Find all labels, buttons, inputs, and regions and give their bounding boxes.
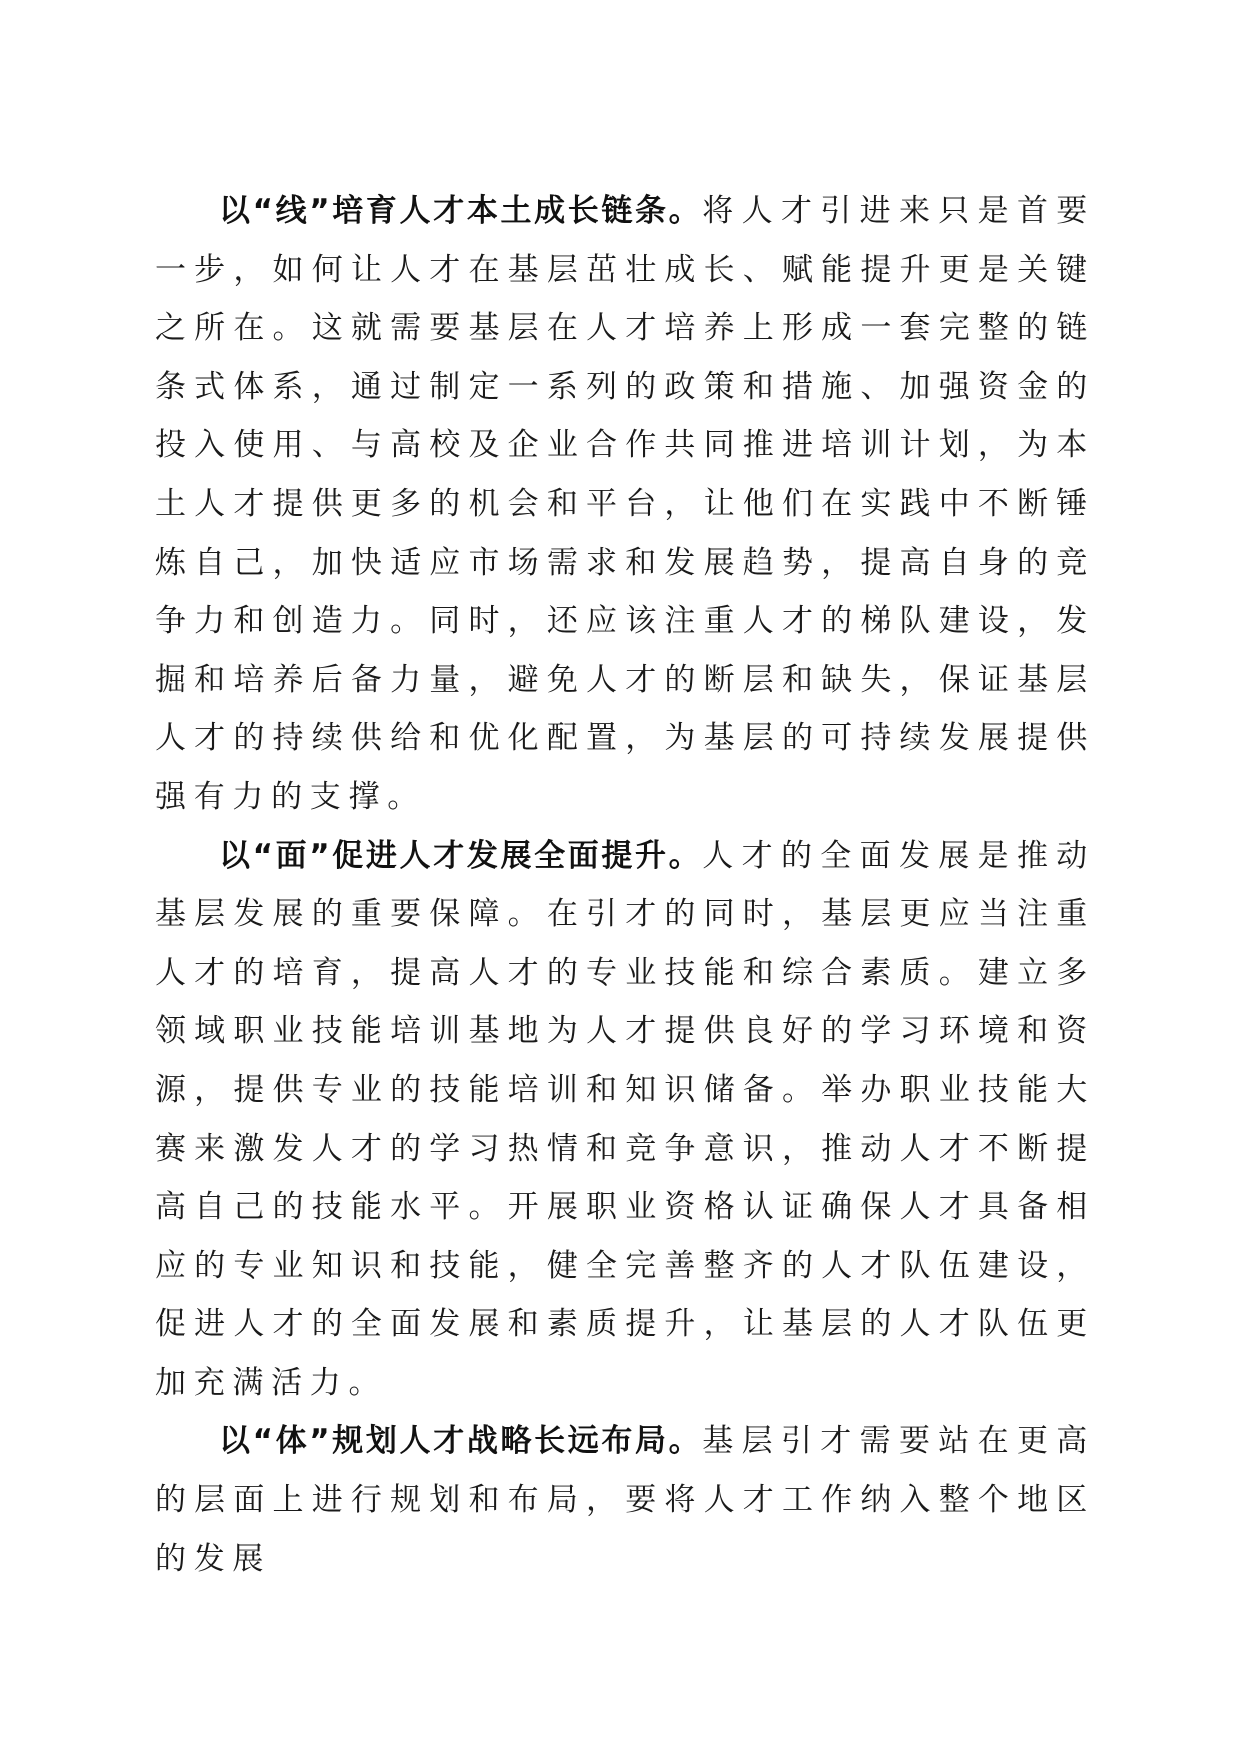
paragraph-system-strategy [155, 1412, 1095, 1588]
paragraph-heading: 以“体”规划人才战略长远布局。 [219, 1423, 703, 1460]
paragraph-text: 基层引才需要站在更高的层面上进行规划和布局，要将人才工作纳入整个地区的发展 [155, 1423, 1095, 1577]
paragraph-text: 将人才引进来只是首要一步，如何让人才在基层茁壮成长、赋能提升更是关键之所在。这就需要基层在人才培养上形成一套完整的链条式体系，通过制定一系列的政策和措施、加强资金的投入使用、与高校及企业合作共同推进培训计划，为本土人才提供更多的机会和平台，让他们在实践中不断锤炼自己，加快适应市场需求和发展趋势，提高自身的竞争力和创造力。同时，还应该注重人才的梯队建设，发掘和培养后备力量，避免人才的断层和缺失，保证基层人才的持续供给和优化配置，为基层的可持续发展提供强有力的支撑。 [155, 193, 1095, 815]
paragraph-heading: 以“面”促进人才发展全面提升。 [219, 837, 703, 874]
paragraph-heading: 以“线”培育人才本土成长链条。 [219, 193, 703, 229]
paragraph-text: 人才的全面发展是推动基层发展的重要保障。在引才的同时，基层更应当注重人才的培育，提高人才的专业技能和综合素质。建立多领域职业技能培训基地为人才提供良好的学习环境和资源，提供专业的技能培训和知识储备。举办职业技能大赛来激发人才的学习热情和竞争意识，推动人才不断提高自己的技能水平。开展职业资格认证确保人才具备相应的专业知识和技能，健全完善整齐的人才队伍建设，促进人才的全面发展和素质提升，让基层的人才队伍更加充满活力。 [155, 837, 1095, 1401]
paragraph-line-chain [155, 182, 1095, 827]
paragraph-surface-development [155, 827, 1095, 1413]
document-body [155, 182, 1095, 1588]
